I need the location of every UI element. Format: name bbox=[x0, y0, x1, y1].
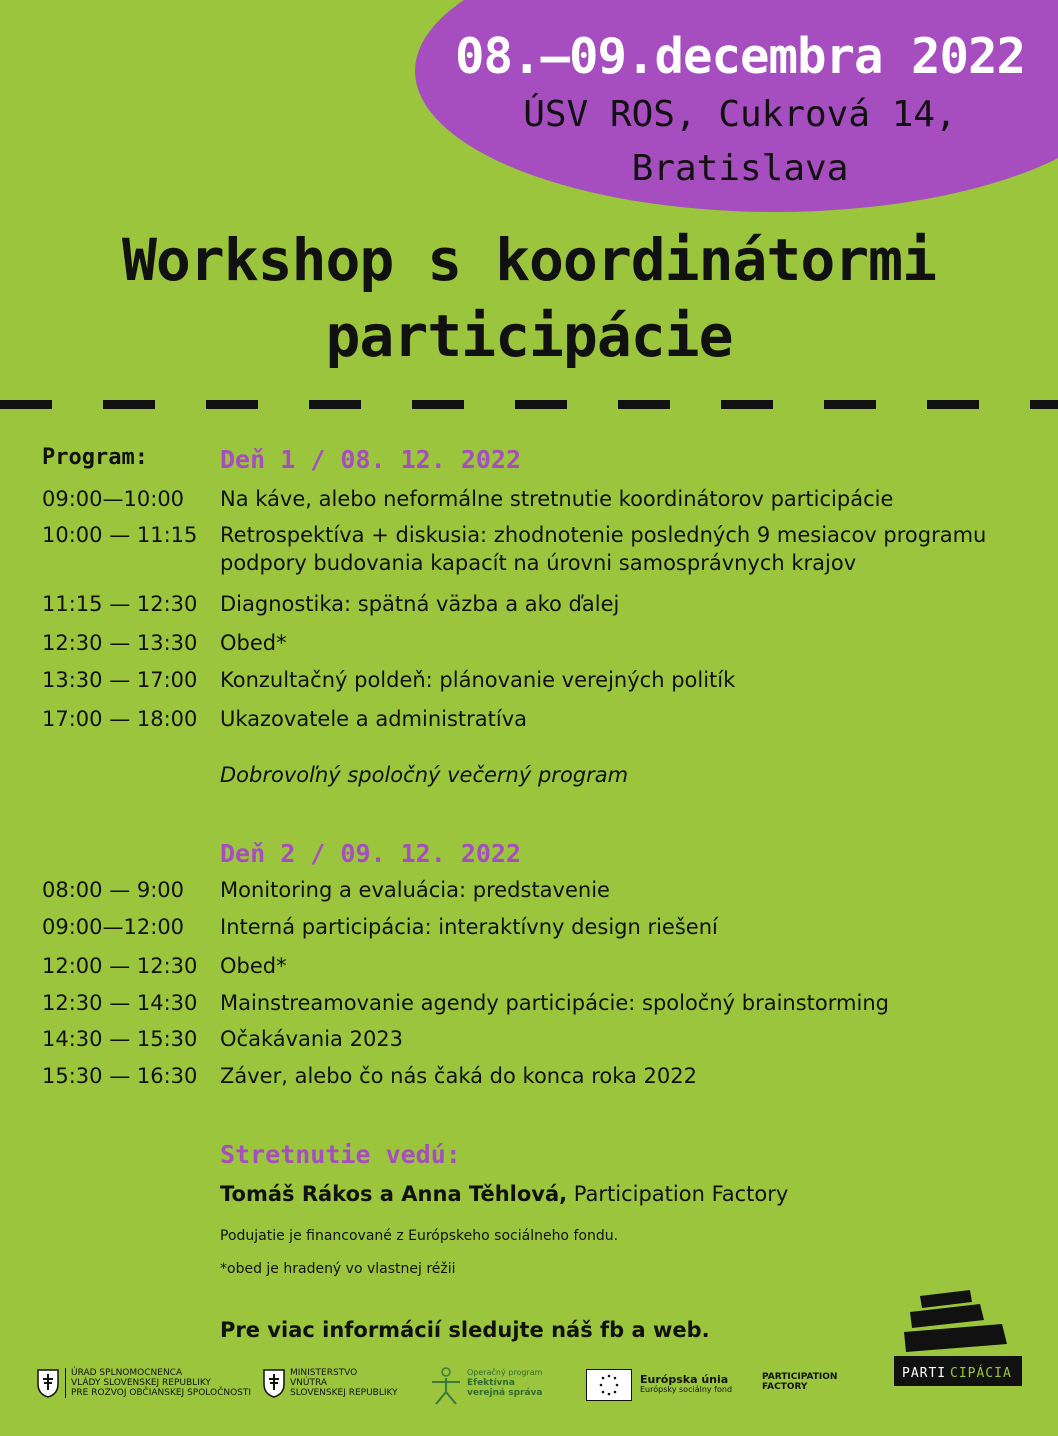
day1-heading: Deň 1 / 08. 12. 2022 bbox=[220, 445, 522, 474]
venue-line-1: ÚSV ROS, Cukrová 14, bbox=[523, 94, 957, 135]
op-figure-icon bbox=[428, 1366, 464, 1406]
row-desc: Diagnostika: spätná väzba a ako ďalej bbox=[220, 592, 620, 616]
event-venue bbox=[440, 88, 1040, 196]
more-info: Pre viac informácií sledujte náš fb a web. bbox=[220, 1318, 710, 1342]
slovak-crest-icon bbox=[36, 1368, 60, 1398]
logo-text: PRE ROZVOJ OBČIANSKEJ SPOLOČNOSTI bbox=[71, 1388, 252, 1398]
participacia-wordmark: PARTI bbox=[902, 1366, 947, 1381]
day2-heading: Deň 2 / 09. 12. 2022 bbox=[220, 839, 522, 868]
title-line-1: Workshop s koordinátormi bbox=[121, 226, 937, 294]
dashed-divider bbox=[0, 400, 1058, 409]
op-logo bbox=[467, 1368, 542, 1398]
row-time: 13:30 — 17:00 bbox=[42, 668, 198, 692]
row-desc: Obed* bbox=[220, 631, 287, 655]
logo-text: SLOVENSKEJ REPUBLIKY bbox=[290, 1388, 398, 1398]
page-title bbox=[0, 222, 1058, 374]
evening-program: Dobrovoľný spoločný večerný program bbox=[220, 763, 629, 787]
row-time: 14:30 — 15:30 bbox=[42, 1027, 198, 1051]
row-desc: Konzultačný poldeň: plánovanie verejných politík bbox=[220, 668, 736, 692]
row-desc: Monitoring a evaluácia: predstavenie bbox=[220, 878, 610, 902]
row-time: 10:00 — 11:15 bbox=[42, 523, 198, 547]
logo-text: VLÁDY SLOVENSKEJ REPUBLIKY bbox=[71, 1378, 211, 1388]
row-desc: Očakávania 2023 bbox=[220, 1027, 404, 1051]
row-time: 12:30 — 14:30 bbox=[42, 991, 198, 1015]
logo-text: FACTORY bbox=[762, 1382, 808, 1392]
logo-text: ÚRAD SPLNOMOCNENCA bbox=[71, 1368, 183, 1378]
logo-text: VNÚTRA bbox=[290, 1378, 328, 1388]
urad-logo bbox=[65, 1368, 251, 1398]
row-time: 08:00 — 9:00 bbox=[42, 878, 185, 902]
lunch-note: *obed je hradený vo vlastnej réžii bbox=[220, 1261, 456, 1277]
row-time: 15:30 — 16:30 bbox=[42, 1064, 198, 1088]
event-date: 08.—09.decembra 2022 bbox=[454, 28, 1025, 85]
participacia-logo-icon bbox=[892, 1288, 1027, 1388]
row-desc: Retrospektíva + diskusia: zhodnotenie posledných 9 mesiacov programu podpory budovania kapacít na úrovni samosprávnych krajov bbox=[220, 523, 987, 575]
row-time: 12:00 — 12:30 bbox=[42, 954, 198, 978]
funding-note: Podujatie je financované z Európskeho sociálneho fondu. bbox=[220, 1228, 619, 1244]
moderators-heading: Stretnutie vedú: bbox=[220, 1140, 461, 1169]
logo-text: Operačný program bbox=[467, 1368, 543, 1377]
row-desc: Ukazovatele a administratíva bbox=[220, 707, 528, 731]
row-time: 11:15 — 12:30 bbox=[42, 592, 198, 616]
eu-flag-icon bbox=[586, 1369, 632, 1401]
row-time: 09:00—10:00 bbox=[42, 487, 185, 511]
slovak-crest-icon bbox=[262, 1368, 286, 1398]
row-desc: Obed* bbox=[220, 954, 287, 978]
logo-text: Európska únia bbox=[640, 1373, 729, 1386]
logo-text: Efektívna bbox=[467, 1378, 515, 1388]
row-time: 09:00—12:00 bbox=[42, 915, 185, 939]
moderator-org: Participation Factory bbox=[567, 1182, 789, 1206]
row-time: 12:30 — 13:30 bbox=[42, 631, 198, 655]
logo-text: verejná správa bbox=[467, 1388, 543, 1398]
moderators-line bbox=[220, 1180, 788, 1208]
row-time: 17:00 — 18:00 bbox=[42, 707, 198, 731]
venue-line-2: Bratislava bbox=[631, 148, 849, 189]
participation-factory-logo bbox=[762, 1372, 837, 1392]
logo-text: Európsky sociálny fond bbox=[640, 1385, 733, 1394]
row-desc: Záver, alebo čo nás čaká do konca roka 2022 bbox=[220, 1064, 697, 1088]
row-desc: Interná participácia: interaktívny design riešení bbox=[220, 915, 718, 939]
title-line-2: participácie bbox=[325, 302, 733, 370]
eu-logo bbox=[640, 1375, 732, 1395]
program-label: Program: bbox=[42, 445, 148, 470]
participacia-wordmark-b: CIPÁCIA bbox=[950, 1366, 1012, 1381]
row-desc: Mainstreamovanie agendy participácie: spoločný brainstorming bbox=[220, 991, 889, 1015]
logo-text: PARTICIPATION bbox=[762, 1372, 838, 1382]
moderator-names: Tomáš Rákos a Anna Těhlová, bbox=[220, 1182, 568, 1206]
ministerstvo-logo bbox=[290, 1368, 398, 1398]
logo-text: MINISTERSTVO bbox=[290, 1368, 358, 1378]
row-desc: Na káve, alebo neformálne stretnutie koordinátorov participácie bbox=[220, 487, 894, 511]
